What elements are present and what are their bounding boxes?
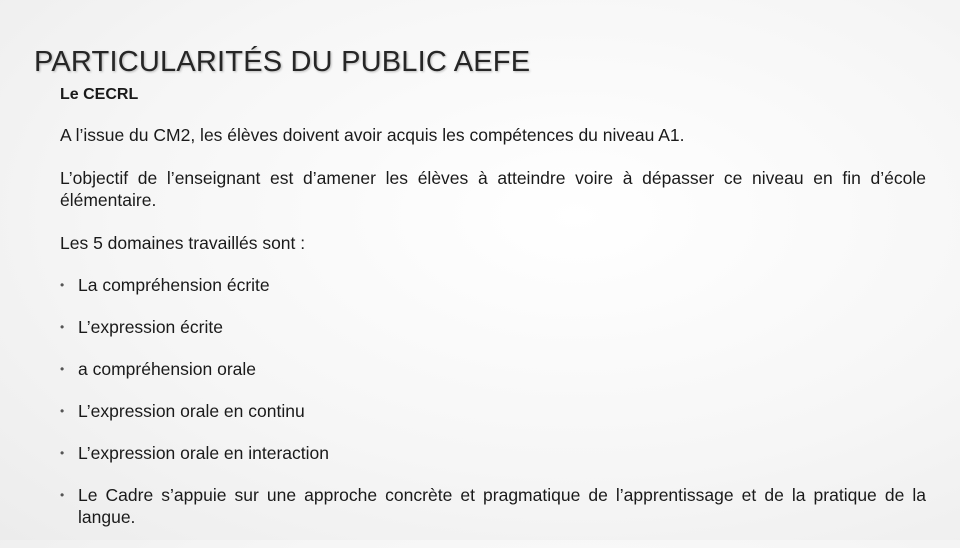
bullet-icon: • [60, 320, 65, 334]
slide-body [60, 84, 926, 548]
paragraph: Les 5 domaines travaillés sont : [60, 233, 306, 253]
list-item [60, 442, 926, 464]
bullet-icon: • [60, 446, 65, 460]
list-item-text: L’expression orale en interaction [78, 443, 329, 463]
bullet-icon: • [60, 488, 65, 502]
list-item-text: Le Cadre s’appuie sur une approche concrète et pragmatique de l’apprentissage et de la pratique de la langue. [78, 485, 926, 527]
list-item-text: L’expression écrite [78, 317, 223, 337]
section-subtitle: Le CECRL [60, 86, 139, 103]
list-item-text: a compréhension orale [78, 359, 257, 379]
list-item [60, 484, 926, 528]
bullet-icon: • [60, 278, 65, 292]
list-item-text: La compréhension écrite [78, 275, 270, 295]
slide-title: PARTICULARITÉS DU PUBLIC AEFE [34, 46, 531, 78]
paragraph: L’objectif de l’enseignant est d’amener les élèves à atteindre voire à dépasser ce niveau en fin d’école élémentaire. [60, 168, 926, 210]
paragraph: A l’issue du CM2, les élèves doivent avoir acquis les compétences du niveau A1. [60, 125, 685, 145]
list-item [60, 400, 926, 422]
bullet-icon: • [60, 404, 65, 418]
bullet-list [60, 274, 926, 528]
bullet-icon: • [60, 362, 65, 376]
list-item [60, 358, 926, 380]
list-item [60, 274, 926, 296]
list-item-text: L’expression orale en continu [78, 401, 305, 421]
list-item [60, 316, 926, 338]
